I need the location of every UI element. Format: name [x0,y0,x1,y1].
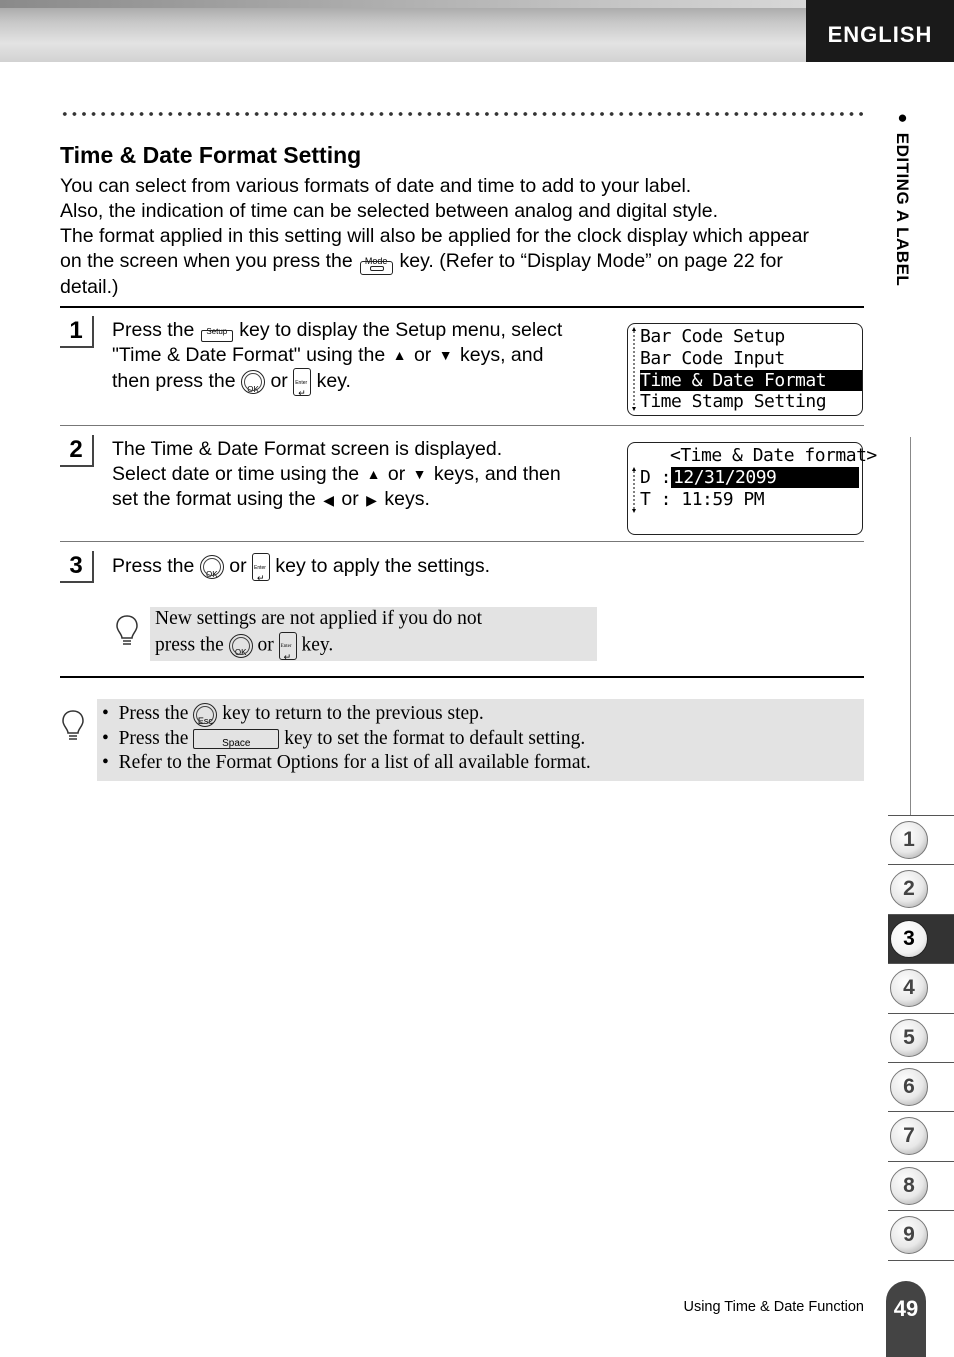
header-stripe [0,0,806,8]
chapter-tab-6[interactable]: 6 [888,1062,954,1112]
intro-line: You can select from various formats of date and time to add to your label. [60,175,692,197]
lcd-date-row: D : 12/31/2099 [640,467,859,488]
dotted-divider [60,111,866,117]
chapter-tab-5[interactable]: 5 [888,1013,954,1063]
language-tab: ENGLISH [806,0,954,62]
ok-key-icon: OK [241,370,265,394]
step-number: 1 [60,316,94,348]
step-divider [60,541,864,542]
enter-key-icon: Enter ↵ [293,368,311,396]
lcd-menu-item: Time Stamp Setting [640,391,827,412]
mode-key-icon: Mode [358,249,394,275]
side-section-label: ● EDITING A LABEL [893,108,912,287]
space-key-icon: Space [193,729,279,749]
step-3-note: New settings are not applied if you do not press the OK or Enter ↵ key. [150,607,597,661]
ok-key-icon: OK [229,634,253,658]
chapter-tab-3[interactable]: 3 [888,914,954,964]
chapter-tab-7[interactable]: 7 [888,1111,954,1161]
up-arrow-icon: ▲ [392,347,407,364]
step-number: 3 [60,551,94,583]
intro-paragraph [60,174,870,300]
chapter-tab-8[interactable]: 8 [888,1161,954,1211]
enter-key-icon: Enter ↵ [252,553,270,581]
lcd-time-date-format [627,442,877,535]
tips-box [97,699,864,781]
header-band [0,0,806,62]
tip-item: • Press the Space key to set the format to default setting. [102,727,586,750]
intro-line: Also, the indication of time can be selected between analog and digital style. [60,200,719,222]
intro-line: detail.) [60,276,119,298]
esc-key-icon: Esc [193,703,217,727]
lcd-menu-item-selected: Time & Date Format [640,370,862,391]
scroll-icon [632,327,636,411]
lcd-menu-item: Bar Code Input [640,348,785,369]
page-number: 49 [886,1281,926,1357]
step-3-text: Press the OK or Enter ↵ key to apply the settings. [112,553,490,581]
down-arrow-icon: ▼ [412,466,427,483]
side-rule [910,437,911,815]
setup-key-icon: Setup [200,320,234,342]
section-rule [60,676,864,678]
lcd-time-value: 11:59 PM [681,489,765,510]
lcd-date-value: 12/31/2099 [671,467,859,488]
right-arrow-icon: ▶ [366,491,377,508]
intro-line: on the screen when you press the Mode key. (Refer to “Display Mode” on page 22 for [60,249,870,275]
lcd-heading: <Time & Date format> [670,445,877,466]
chapter-tab-4[interactable]: 4 [888,963,954,1013]
step-1-text: Press the Setup key to display the Setup menu, select "Time & Date Format" using the ▲ or ▼ keys, and then press the OK or Enter ↵ key. [112,318,562,396]
lightbulb-icon [62,710,84,742]
step-divider [60,425,864,426]
section-title: Time & Date Format Setting [60,142,362,168]
lcd-setup-menu [627,323,863,416]
chapter-tab-9[interactable]: 9 [888,1210,954,1261]
lcd-time-row: T : 11:59 PM [640,489,765,510]
enter-key-icon: Enter ↵ [279,632,297,660]
left-arrow-icon: ◀ [323,491,334,508]
scroll-icon [632,467,636,513]
chapter-tab-1[interactable]: 1 [888,815,954,865]
step-number: 2 [60,435,94,467]
ok-key-icon: OK [200,555,224,579]
footer-section-name: Using Time & Date Function [683,1299,864,1315]
down-arrow-icon: ▼ [438,347,453,364]
step-2-text: The Time & Date Format screen is displayed. Select date or time using the ▲ or ▼ keys, and then set the format using the ◀ or ▶ keys. [112,437,561,513]
tip-item: • Press the Esc key to return to the previous step. [102,703,484,726]
up-arrow-icon: ▲ [366,466,381,483]
lightbulb-icon [116,615,138,647]
tip-item: • Refer to the Format Options for a list of all available format. [102,752,591,774]
intro-line: The format applied in this setting will also be applied for the clock display which appear [60,225,809,247]
section-rule [60,306,864,308]
chapter-tab-2[interactable]: 2 [888,864,954,914]
lcd-menu-item: Bar Code Setup [640,326,785,347]
